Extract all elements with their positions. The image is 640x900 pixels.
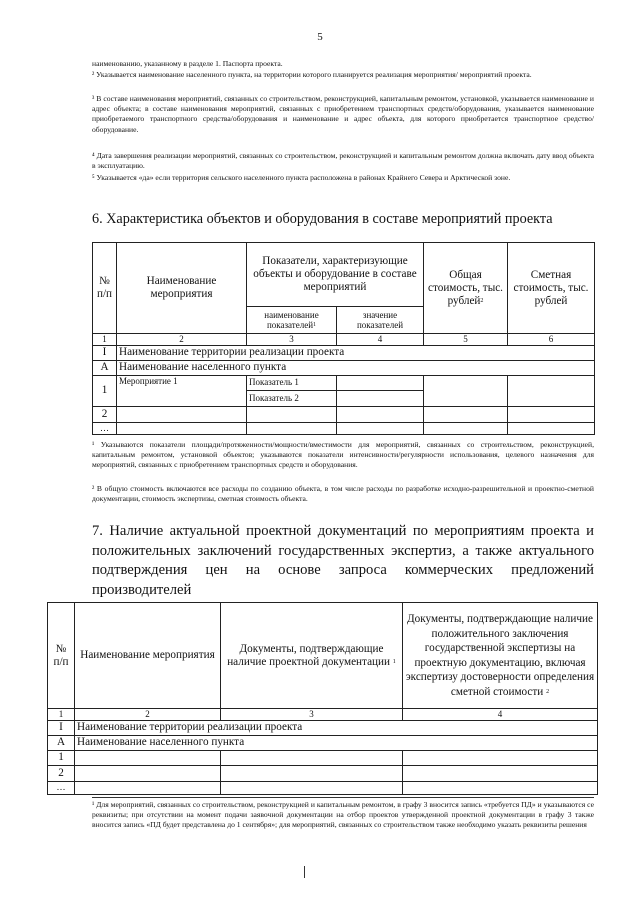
territory-mark: I (93, 345, 117, 360)
empty-cell (221, 750, 403, 765)
section-6-table (92, 242, 595, 435)
territory-label: Наименование территории реализации проекта (117, 345, 595, 360)
row-name: Мероприятие 1 (117, 375, 247, 406)
settlement-label: Наименование населенного пункта (117, 360, 595, 375)
col-ind-value-header: значение показателей (337, 307, 424, 334)
col-ind-name-sup: 1 (313, 322, 317, 328)
territory-row (48, 720, 598, 735)
empty-cell (117, 422, 247, 434)
index-cell: 2 (75, 709, 221, 721)
settlement-mark: А (48, 735, 75, 750)
index-cell: 6 (508, 334, 595, 346)
territory-mark: I (48, 720, 75, 735)
footnote-3: ³ В составе наименования мероприятий, связанных со строительством, реконструкцией, капитальным ремонтом, установкой, указывается наименование и адрес объекта; в составе наименования мероприятий, связанных с приобретением транспортных средств/оборудования, указывается наименование приобретаемого транспортного средства/оборудования и наименование и адрес объекта, для которого приобретается транспортное средство/оборудование. (92, 94, 594, 134)
col-num-header: № п/п (93, 243, 117, 334)
settlement-label: Наименование населенного пункта (75, 735, 598, 750)
table-row (48, 781, 598, 794)
index-cell: 5 (424, 334, 508, 346)
col-ind-name-header (247, 307, 337, 334)
col-ind-name-text: наименование показателей (264, 309, 319, 330)
empty-cell (403, 750, 598, 765)
table-row (93, 422, 595, 434)
col-total-text: Общая стоимость, тыс. рублей (428, 268, 503, 307)
col-name-header: Наименование мероприятия (75, 603, 221, 709)
table-row (93, 406, 595, 422)
col-estimate-header: Сметная стоимость, тыс. рублей (508, 243, 595, 334)
settlement-row (93, 360, 595, 375)
table-row (93, 375, 595, 390)
row-num: 1 (93, 375, 117, 406)
index-row (48, 709, 598, 721)
col-expert-sup: 2 (546, 688, 550, 695)
empty-cell (221, 781, 403, 794)
estimate-cost-cell (508, 375, 595, 406)
footnote-4: ⁴ Дата завершения реализации мероприятий, связанных со строительством, реконструкцией и капитальным ремонтом должна включать дату ввод объекта в эксплуатацию. (92, 151, 594, 171)
col-expert-text: Документы, подтверждающие наличие положительного заключения государственной экспертизы на проектную документацию, включая экспертизу достоверности определения сметной стоимости (405, 613, 595, 698)
territory-label: Наименование территории реализации проекта (75, 720, 598, 735)
empty-cell (75, 750, 221, 765)
index-row (93, 334, 595, 346)
section-6-title: 6. Характеристика объектов и оборудования в составе мероприятий проекта (92, 211, 553, 227)
col-indicators-header: Показатели, характеризующие объекты и оборудование в составе мероприятий (247, 243, 424, 307)
col-total-sup: 2 (480, 297, 484, 304)
footnote-2: ² Указывается наименование населенного пункта, на территории которого планируется реализация мероприятия/ мероприятий проекта. (92, 70, 532, 79)
territory-row (93, 345, 595, 360)
indicator-name: Показатель 2 (247, 390, 337, 406)
empty-cell (117, 406, 247, 422)
section-6-footnote-2: ² В общую стоимость включаются все расходы по созданию объекта, в том числе расходы по разработке исходно-разрешительной и проектно-сметной документации, стоимость экспертизы, сметная стоимость объекта. (92, 484, 594, 504)
row-num: 2 (93, 406, 117, 422)
empty-cell (403, 781, 598, 794)
index-cell: 3 (247, 334, 337, 346)
col-docs-header (221, 603, 403, 709)
section-6-footnote-1: ¹ Указываются показатели площади/протяженности/мощности/вместимости для мероприятий, связанных со строительством, реконструкцией, капитальным ремонтом, установкой объектов; указываются показатели интенсивности/регулярности использования, целевого назначения для мероприятий, связанных с приобретением транспортных средств и оборудования. (92, 440, 594, 470)
col-expert-header (403, 603, 598, 709)
table-row (48, 750, 598, 765)
empty-cell (424, 422, 508, 434)
footnote-continued: наименованию, указанному в разделе 1. Паспорта проекта. (92, 59, 283, 68)
col-docs-text: Документы, подтверждающие наличие проектной документации (227, 642, 390, 668)
col-num-header: № п/п (48, 603, 75, 709)
empty-cell (403, 765, 598, 781)
ellipsis-cell: … (93, 422, 117, 434)
ellipsis-cell: … (48, 781, 75, 794)
section-7-title: 7. Наличие актуальной проектной документаций по мероприятиям проекта и положительных заключений государственных экспертиз, а также актуального подтверждения цен на основе запроса коммерческих предложений производителей (92, 523, 594, 598)
settlement-row (48, 735, 598, 750)
empty-cell (337, 422, 424, 434)
col-docs-sup: 1 (392, 658, 396, 665)
table-row (48, 765, 598, 781)
page-mark (304, 866, 305, 878)
section-7-table (47, 602, 598, 795)
total-cost-cell (424, 375, 508, 406)
indicator-name: Показатель 1 (247, 375, 337, 390)
empty-cell (508, 422, 595, 434)
empty-cell (247, 422, 337, 434)
empty-cell (221, 765, 403, 781)
index-cell: 3 (221, 709, 403, 721)
index-cell: 1 (48, 709, 75, 721)
col-name-header: Наименование мероприятия (117, 243, 247, 334)
indicator-value (337, 375, 424, 390)
index-cell: 4 (403, 709, 598, 721)
footnote-separator (92, 797, 594, 798)
settlement-mark: А (93, 360, 117, 375)
empty-cell (75, 781, 221, 794)
indicator-value (337, 390, 424, 406)
row-num: 1 (48, 750, 75, 765)
page-number: 5 (317, 31, 323, 43)
col-total-header (424, 243, 508, 334)
footnote-5: ⁵ Указывается «да» если территория сельского населенного пункта расположена в районах Крайнего Севера и Арктической зоне. (92, 173, 511, 182)
empty-cell (247, 406, 337, 422)
row-num: 2 (48, 765, 75, 781)
index-cell: 1 (93, 334, 117, 346)
empty-cell (75, 765, 221, 781)
empty-cell (508, 406, 595, 422)
section-7-footnote-1: ¹ Для мероприятий, связанных со строительством, реконструкцией и капитальным ремонтом, в графу 3 вносится запись «требуется ПД» и указываются се реквизиты; при отсутствии на момент подачи заявочной документации на отбор проектов утвержденной проектной документации в графу 3 также вносится запись «ПД будет представлена до 1 сентября»; для мероприятий, связанных со строительством также необходимо указать реквизиты решения (92, 800, 594, 830)
index-cell: 2 (117, 334, 247, 346)
empty-cell (424, 406, 508, 422)
empty-cell (337, 406, 424, 422)
index-cell: 4 (337, 334, 424, 346)
